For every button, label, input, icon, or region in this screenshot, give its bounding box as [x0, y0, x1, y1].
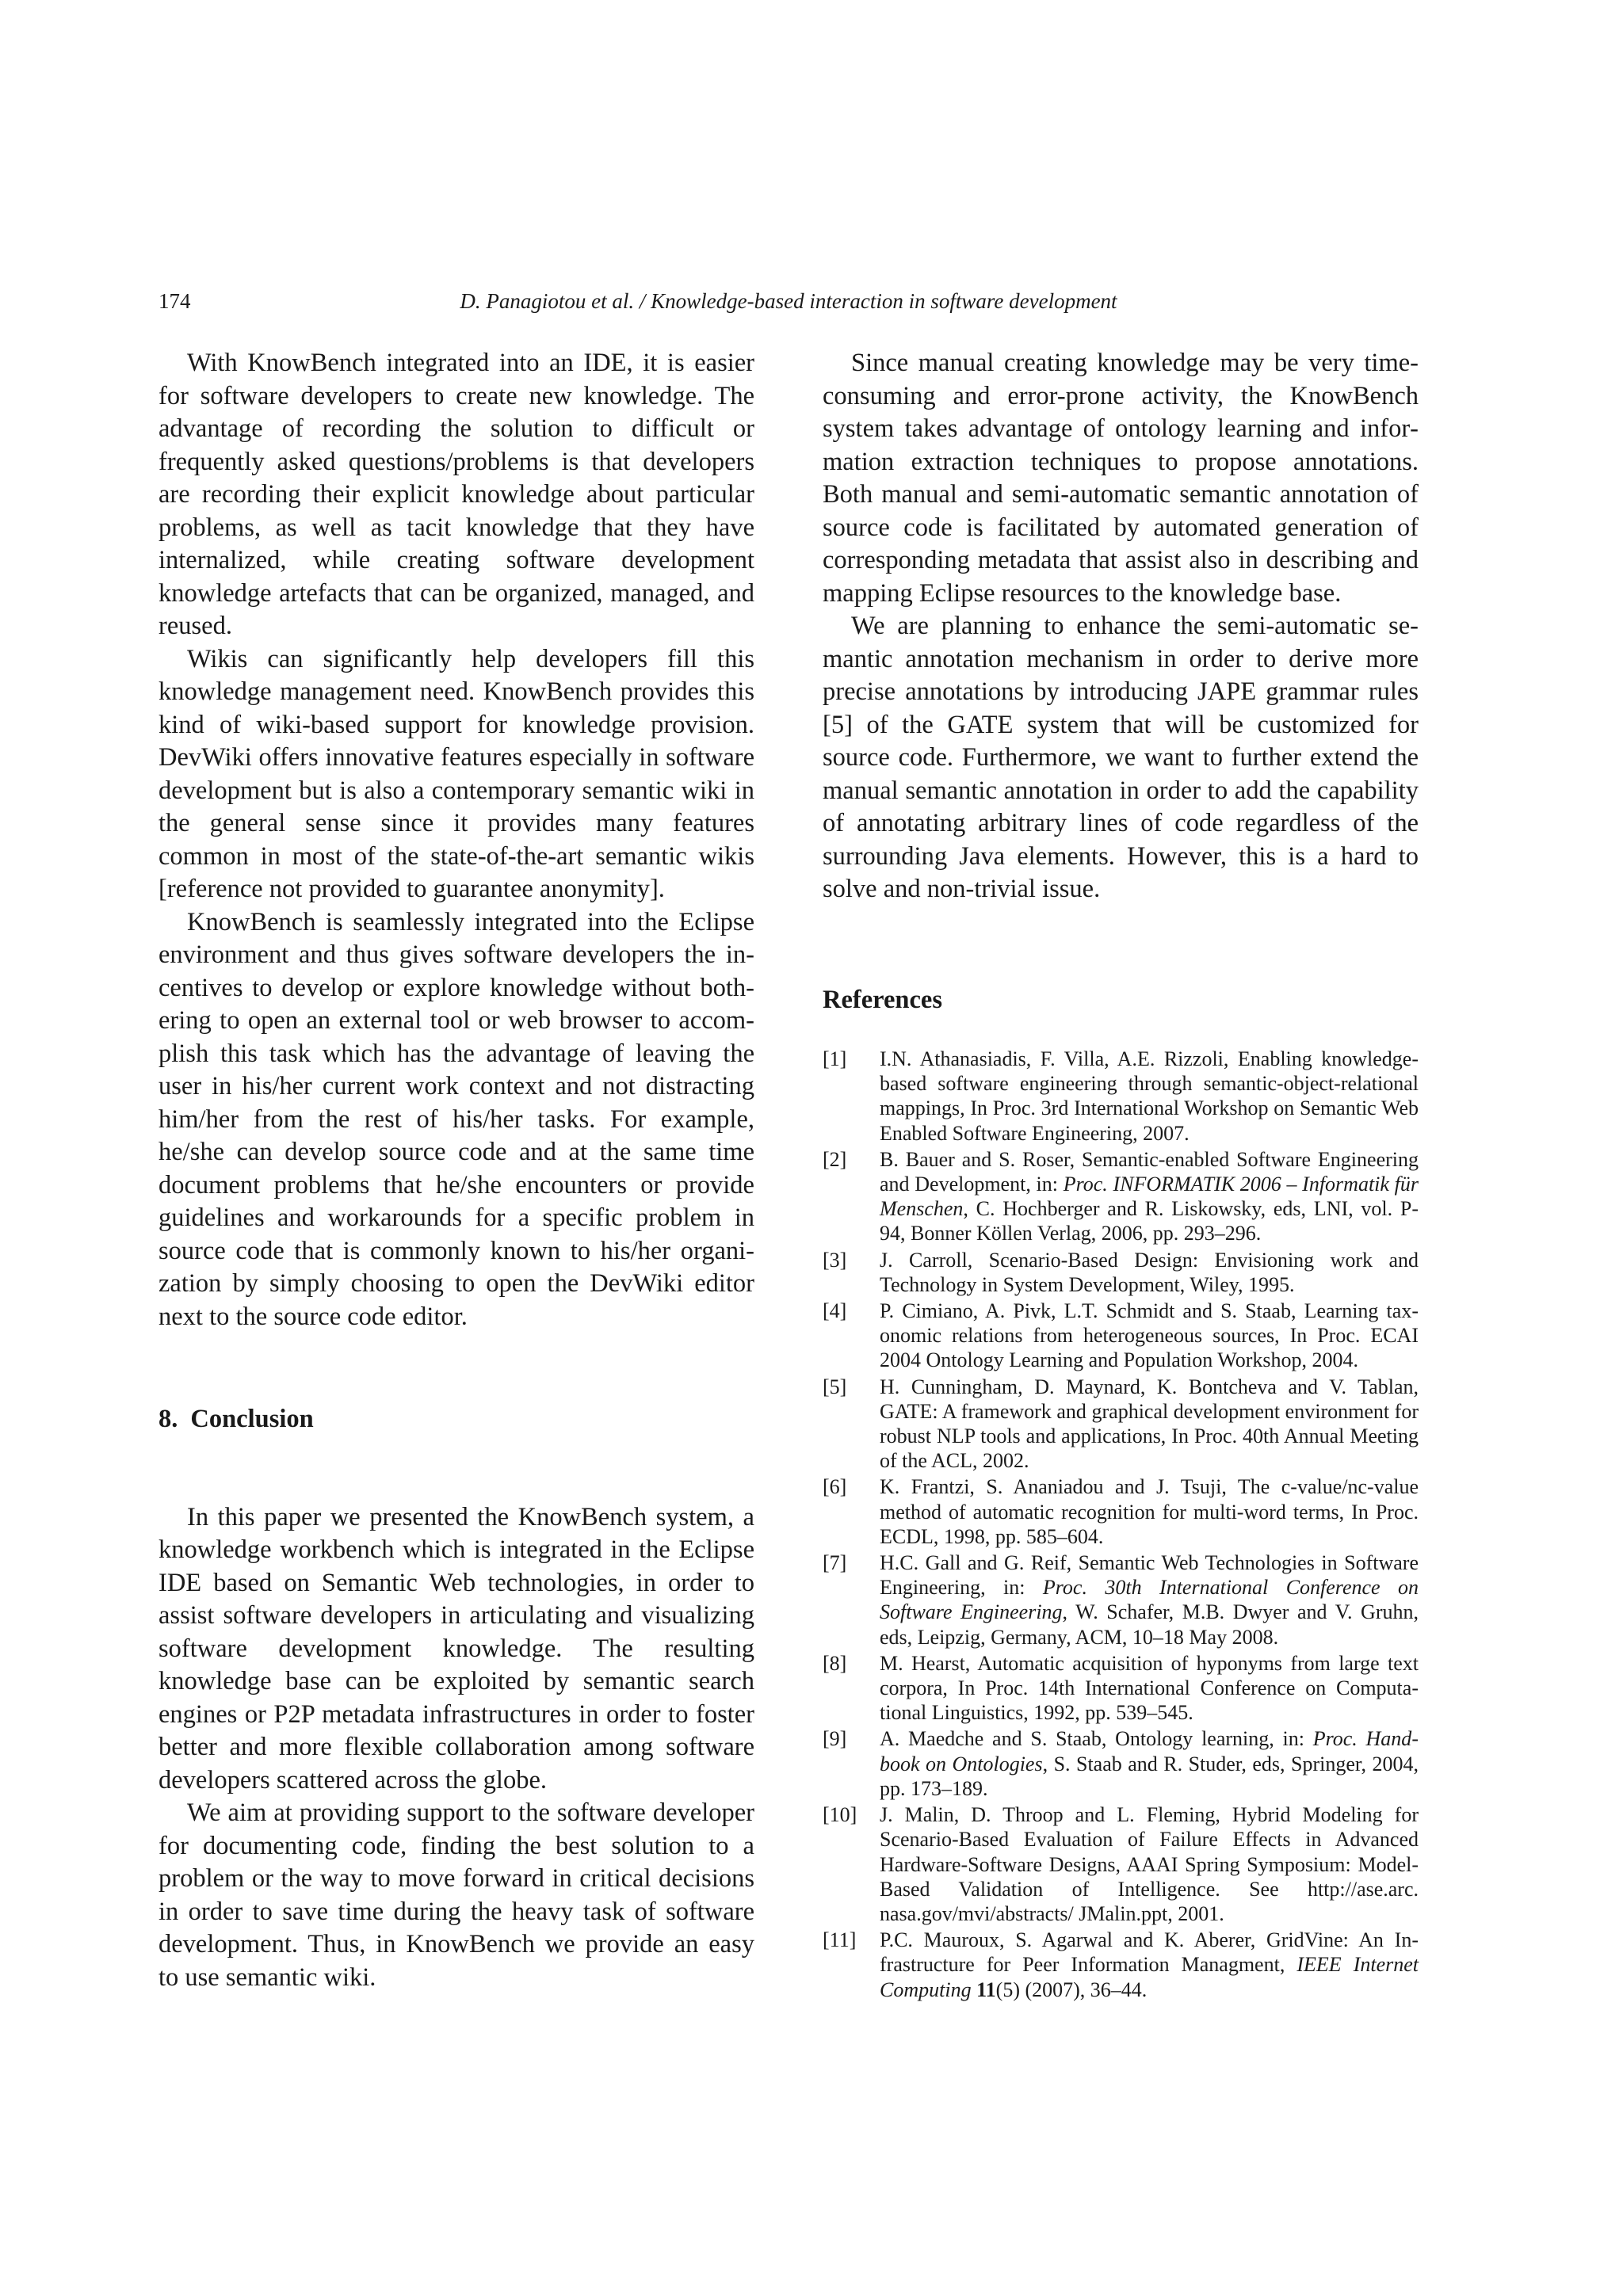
- body-paragraph: In this paper we presented the KnowBench system, a knowledge workbench which is integrated in the Eclipse IDE based on Semantic Web technologies, in order to assist software developers in articulating and visualizing software development knowledge. The resulting knowledge base can be exploited by semantic search engines or P2P metadata infrastructures in order to foster better and more flexible collaboration among software developers scattered across the globe.: [158, 1502, 754, 1794]
- reference-segment: P. Cimiano, A. Pivk, L.T. Schmidt and S. Staab, Learning taxonomic relations from heterogeneous sources, In Proc. ECAI 2004 Ontology Learning and Population Workshop, 2004.: [880, 1299, 1419, 1372]
- reference-item: [823, 1726, 1419, 1801]
- reference-text: [880, 1375, 1419, 1474]
- reference-number: [8]: [823, 1651, 847, 1675]
- reference-segment: M. Hearst, Automatic acquisition of hyponyms from large text corpora, In Proc. 14th International Conference on Computational Linguistics, 1992, pp. 539–545.: [880, 1651, 1419, 1725]
- body-paragraph: With KnowBench integrated into an IDE, it is easier for software developers to create new knowledge. The advantage of recording the solution to difficult or frequently asked questions/problems is that developers are recording their explicit knowledge about particular problems, as well as tacit knowledge that they have internalized, while creating software development knowledge artefacts that can be organized, managed, and reused.: [158, 349, 754, 640]
- reference-segment: P.C. Mauroux, S. Agarwal and K. Aberer, GridVine: An Infrastructure for Peer Information Managment,: [880, 1928, 1419, 1977]
- reference-number: [5]: [823, 1375, 847, 1398]
- body-paragraph: Wikis can significantly help developers fill this knowledge management need. KnowBench provides this kind of wiki-based support for knowledge provision. DevWiki offers innovative features especially in software development but is also a contemporary semantic wiki in the general sense since it provides many features common in most of the state-of-the-art semantic wikis [reference not provided to guarantee anonymity].: [158, 644, 754, 903]
- reference-segment: , S. Staab and R. Studer, eds, Springer, 2004, pp. 173–189.: [880, 1752, 1419, 1800]
- reference-number: [2]: [823, 1147, 847, 1171]
- reference-italic-segment: IEEE Internet Computing: [880, 1953, 1419, 2001]
- reference-italic-segment: Proc. 30th International Conference on Software Engineering: [880, 1576, 1419, 1624]
- reference-text: [880, 1248, 1419, 1297]
- page-number: 174: [158, 289, 191, 313]
- section-title: Conclusion: [190, 1405, 314, 1433]
- reference-item: [823, 1375, 1419, 1474]
- reference-item: [823, 1299, 1419, 1373]
- body-paragraph: Since manual creating knowledge may be very time-consuming and error-prone activity, the KnowBench system takes advantage of ontology learning and information extraction techniques to propose annotations. Both manual and semi-automatic semantic annotation of source code is facilitated by automated generation of corresponding metadata that assist also in describing and mapping Eclipse resources to the knowledge base.: [823, 349, 1419, 608]
- page-header: [158, 285, 1419, 317]
- reference-segment: , W. Schafer, M.B. Dwyer and V. Gruhn, eds, Leipzig, Germany, ACM, 10–18 May 2008.: [880, 1600, 1419, 1649]
- reference-segment: (5) (2007), 36–44.: [995, 1978, 1148, 2001]
- running-head: D. Panagiotou et al. / Knowledge-based interaction in software development: [460, 289, 1117, 313]
- reference-italic-segment: Proc. Handbook on Ontologies: [880, 1727, 1419, 1775]
- reference-number: [7]: [823, 1551, 847, 1575]
- reference-number: [1]: [823, 1047, 847, 1070]
- reference-segment: K. Frantzi, S. Ananiadou and J. Tsuji, The c-value/nc-value method of automatic recognition for multi-word terms, In Proc. ECDL, 1998, pp. 585–604.: [880, 1475, 1419, 1548]
- reference-text: [880, 1802, 1419, 1926]
- section-number: 8.: [158, 1405, 178, 1433]
- reference-item: [823, 1047, 1419, 1146]
- reference-number: [10]: [823, 1803, 857, 1827]
- body-paragraph: KnowBench is seamlessly integrated into the Eclipse environment and thus gives software developers the incentives to develop or explore knowledge without bothering to open an external tool or web browser to accomplish this task which has the advantage of leaving the user in his/her current work context and not distracting him/her from the rest of his/her tasks. For example, he/she can develop source code and at the same time document problems that he/she encounters or provide guidelines and workarounds for a specific problem in source code that is commonly known to his/her organization by simply choosing to open the DevWiki editor next to the source code editor.: [158, 907, 754, 1331]
- reference-text: [880, 1928, 1419, 2002]
- reference-bold-segment: 11: [976, 1978, 996, 2001]
- reference-text: [880, 1299, 1419, 1373]
- reference-text: [880, 1474, 1419, 1549]
- reference-segment: H.C. Gall and G. Reif, Semantic Web Technologies in Software Engineering, in:: [880, 1551, 1419, 1600]
- reference-number: [11]: [823, 1928, 857, 1952]
- reference-segment: J. Malin, D. Throop and L. Fleming, Hybrid Modeling for Scenario-Based Evaluation of Failure Effects in Advanced Hardware-Software Designs, AAAI Spring Symposium: Model-Based Validation of Intelligence. See http://ase.arc. nasa.gov/mvi/abstracts/ JMalin.ppt, 2001.: [880, 1803, 1419, 1925]
- section-heading-conclusion: [158, 1403, 754, 1436]
- body-paragraph: We are planning to enhance the semi-automatic semantic annotation mechanism in order to derive more precise annotations by introducing JAPE grammar rules [5] of the GATE system that will be customized for source code. Furthermore, we want to further extend the manual semantic annotation in order to add the capability of annotating arbitrary lines of code regardless of the surrounding Java elements. However, this is a hard to solve and non-trivial issue.: [823, 612, 1419, 903]
- reference-segment: I.N. Athanasiadis, F. Villa, A.E. Rizzoli, Enabling knowledge-based software engineering through semantic-object-relational mappings, In Proc. 3rd International Workshop on Semantic Web Enabled Software Engineering, 2007.: [880, 1047, 1419, 1145]
- reference-segment: , C. Hochberger and R. Liskowsky, eds, LNI, vol. P-94, Bonner Köllen Verlag, 2006, pp. 293–296.: [880, 1197, 1419, 1245]
- reference-item: [823, 1651, 1419, 1726]
- reference-text: [880, 1047, 1419, 1146]
- reference-number: [9]: [823, 1727, 847, 1751]
- reference-item: [823, 1802, 1419, 1926]
- reference-item: [823, 1550, 1419, 1650]
- reference-text: [880, 1726, 1419, 1801]
- reference-number: [4]: [823, 1299, 847, 1323]
- references-heading: References: [823, 985, 942, 1014]
- right-column: [823, 347, 1419, 2004]
- left-column: [158, 347, 754, 1994]
- reference-number: [3]: [823, 1248, 847, 1272]
- reference-text: [880, 1651, 1419, 1726]
- reference-segment: H. Cunningham, D. Maynard, K. Bontcheva and V. Tablan, GATE: A framework and graphical development environment for robust NLP tools and applications, In Proc. 40th Annual Meeting of the ACL, 2002.: [880, 1375, 1419, 1473]
- reference-item: [823, 1928, 1419, 2002]
- reference-italic-segment: Proc. INFORMATIK 2006 – Informatik für Menschen: [880, 1173, 1419, 1221]
- reference-number: [6]: [823, 1475, 847, 1499]
- reference-list: [823, 1047, 1419, 2002]
- reference-item: [823, 1474, 1419, 1549]
- reference-segment: A. Maedche and S. Staab, Ontology learning, in:: [880, 1727, 1313, 1751]
- reference-text: [880, 1147, 1419, 1246]
- reference-item: [823, 1248, 1419, 1297]
- reference-text: [880, 1550, 1419, 1650]
- reference-item: [823, 1147, 1419, 1246]
- body-paragraph: We aim at providing support to the software developer for documenting code, finding the best solution to a problem or the way to move forward in critical decisions in order to save time during the heavy task of software development. Thus, in KnowBench we provide an easy to use semantic wiki.: [158, 1798, 754, 1992]
- reference-segment: J. Carroll, Scenario-Based Design: Envisioning work and Technology in System Development, Wiley, 1995.: [880, 1248, 1419, 1296]
- reference-segment: B. Bauer and S. Roser, Semantic-enabled Software Engineering and Development, in:: [880, 1147, 1419, 1196]
